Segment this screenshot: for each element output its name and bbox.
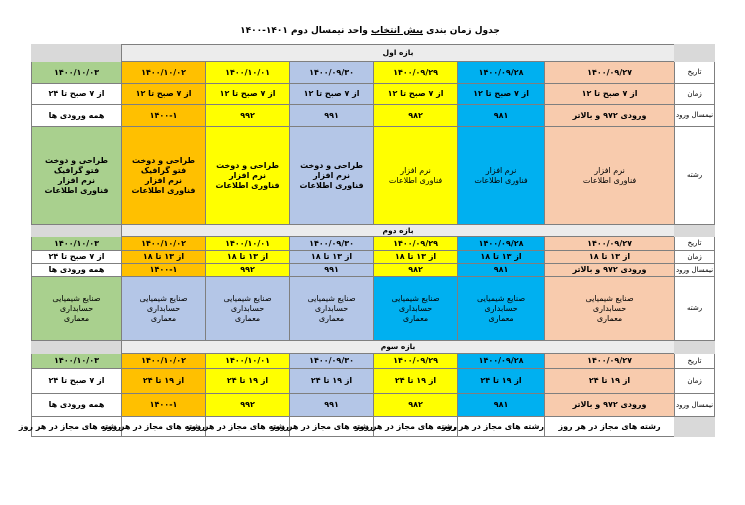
date-cell: ۱۴۰۰/۱۰/۰۲	[122, 62, 206, 84]
major-line: معماری	[63, 313, 90, 323]
date-cell: ۱۴۰۰/۰۹/۲۹	[374, 354, 458, 369]
major-cell: رشته های مجاز در هر روز	[122, 417, 206, 437]
major-line: نرم افزار	[313, 170, 351, 180]
time-cell: از ۱۹ تا ۲۴	[206, 369, 290, 394]
entry-cell: ۹۸۱	[458, 394, 545, 417]
entry-cell: ۹۸۲	[374, 105, 458, 127]
major-cell: رشته های مجاز در هر روز	[458, 417, 545, 437]
entry-cell: همه ورودی ها	[32, 264, 122, 277]
major-line: حسابداری	[484, 303, 518, 313]
time-cell: از ۱۳ تا ۱۸	[374, 251, 458, 264]
major-line: معماری	[488, 313, 514, 323]
time-cell: از ۷ صبح تا ۱۲	[290, 84, 374, 105]
time-cell: از ۷ صبح تا ۱۲	[374, 84, 458, 105]
major-line: فناوری اطلاعات	[474, 175, 528, 185]
major-cell	[290, 277, 374, 341]
time-cell: از ۱۹ تا ۲۴	[122, 369, 206, 394]
gap-cell	[675, 225, 715, 237]
major-cell	[206, 277, 290, 341]
date-cell: ۱۴۰۰/۰۹/۳۰	[290, 354, 374, 369]
period-3-entry-row	[32, 394, 715, 417]
period-3-title: بازه سوم	[122, 341, 675, 354]
date-cell: ۱۴۰۰/۱۰/۰۱	[206, 62, 290, 84]
row-label-date: تاریخ	[675, 62, 715, 84]
major-line: فناوری اطلاعات	[299, 180, 364, 190]
row-label-entry: نیمسال ورود	[675, 394, 715, 417]
major-line: صنایع شیمیایی	[476, 293, 526, 303]
major-cell	[545, 277, 675, 341]
major-cell	[32, 277, 122, 341]
date-cell: ۱۴۰۰/۱۰/۰۲	[122, 237, 206, 251]
major-line: حسابداری	[314, 303, 349, 313]
gap-cell	[675, 341, 715, 354]
row-label-major: رشته	[675, 277, 715, 341]
entry-cell: ۹۹۲	[206, 264, 290, 277]
time-cell: از ۱۹ تا ۲۴	[374, 369, 458, 394]
period-2-header-row	[32, 225, 715, 237]
major-cell	[374, 127, 458, 225]
entry-cell: ورودی ۹۷۲ و بالاتر	[545, 394, 675, 417]
entry-cell: ۹۹۱	[290, 105, 374, 127]
date-cell: ۱۴۰۰/۱۰/۰۳	[32, 237, 122, 251]
period-2-title: بازه دوم	[122, 225, 675, 237]
major-line: حسابداری	[230, 303, 265, 313]
major-cell	[290, 127, 374, 225]
date-cell: ۱۴۰۰/۰۹/۲۹	[374, 237, 458, 251]
time-cell: از ۱۳ تا ۱۸	[545, 251, 675, 264]
date-cell: ۱۴۰۰/۰۹/۲۸	[458, 237, 545, 251]
major-line: معماری	[150, 313, 177, 323]
period-3-major-row	[32, 417, 715, 437]
major-line: حسابداری	[398, 303, 433, 313]
major-cell	[206, 127, 290, 225]
title-pre: جدول زمان بندی	[426, 26, 500, 36]
major-line: فتو گرافیک	[140, 165, 187, 175]
entry-cell: ۹۹۲	[206, 105, 290, 127]
schedule-table	[18, 44, 715, 437]
major-line: صنایع شیمیایی	[585, 293, 634, 303]
major-line: فناوری اطلاعات	[44, 185, 109, 195]
major-line: فناوری اطلاعات	[388, 175, 443, 185]
row-label-time: زمان	[675, 369, 715, 394]
period-2-date-row	[32, 237, 715, 251]
time-cell: از ۷ صبح تا ۲۴	[32, 84, 122, 105]
major-line: نرم افزار	[400, 165, 431, 175]
date-cell: ۱۴۰۰/۰۹/۳۰	[290, 237, 374, 251]
gap-cell	[32, 45, 122, 62]
period-2-major-row	[32, 277, 715, 341]
time-cell: از ۱۹ تا ۲۴	[290, 369, 374, 394]
major-line: نرم افزار	[145, 175, 182, 185]
period-1-title: بازه اول	[122, 45, 675, 62]
row-label-time: زمان	[675, 251, 715, 264]
gap-cell	[32, 341, 122, 354]
entry-cell: ۹۹۱	[290, 394, 374, 417]
entry-cell: ۹۸۱	[458, 105, 545, 127]
major-line: صنایع شیمیایی	[52, 293, 101, 303]
entry-cell: ۱۴۰۰-۱	[122, 394, 206, 417]
major-cell	[458, 277, 545, 341]
title-post: واحد نیمسال دوم ۱۴۰۱-۱۴۰۰	[240, 26, 368, 36]
entry-cell: ۹۸۲	[374, 264, 458, 277]
title-underlined: پیش انتخاب	[371, 26, 424, 36]
major-line: معماری	[234, 313, 261, 323]
major-cell	[545, 127, 675, 225]
period-3-header-row	[32, 341, 715, 354]
major-cell	[122, 277, 206, 341]
period-1-major-row	[32, 127, 715, 225]
date-cell: ۱۴۰۰/۱۰/۰۳	[32, 62, 122, 84]
date-cell: ۱۴۰۰/۰۹/۳۰	[290, 62, 374, 84]
major-cell	[458, 127, 545, 225]
major-cell: رشته های مجاز در هر روز	[32, 417, 122, 437]
period-3-time-row	[32, 369, 715, 394]
major-line: حسابداری	[59, 303, 94, 313]
major-line: نرم افزار	[594, 165, 625, 175]
row-label-date: تاریخ	[675, 354, 715, 369]
major-line: طراحی و دوخت	[45, 155, 108, 165]
period-1-header-row	[32, 45, 715, 62]
date-cell: ۱۴۰۰/۱۰/۰۱	[206, 354, 290, 369]
time-cell: از ۱۹ تا ۲۴	[545, 369, 675, 394]
major-cell: رشته های مجاز در هر روز	[290, 417, 374, 437]
date-cell: ۱۴۰۰/۱۰/۰۳	[32, 354, 122, 369]
major-line: صنایع شیمیایی	[139, 293, 188, 303]
date-cell: ۱۴۰۰/۰۹/۲۷	[545, 354, 675, 369]
period-1-entry-row	[32, 105, 715, 127]
date-cell: ۱۴۰۰/۰۹/۲۹	[374, 62, 458, 84]
time-cell: از ۱۳ تا ۱۸	[206, 251, 290, 264]
major-line: معماری	[402, 313, 429, 323]
major-line: نرم افزار	[485, 165, 517, 175]
major-line: صنایع شیمیایی	[223, 293, 272, 303]
row-label-date: تاریخ	[675, 237, 715, 251]
entry-cell: ورودی ۹۷۲ و بالاتر	[545, 105, 675, 127]
major-line: فناوری اطلاعات	[215, 180, 280, 190]
entry-cell: ۹۸۲	[374, 394, 458, 417]
entry-cell: همه ورودی ها	[32, 394, 122, 417]
time-cell: از ۷ صبح تا ۱۲	[206, 84, 290, 105]
date-cell: ۱۴۰۰/۰۹/۲۸	[458, 62, 545, 84]
row-label-entry: نیمسال ورود	[675, 264, 715, 277]
major-line: معماری	[596, 313, 623, 323]
entry-cell: ورودی ۹۷۲ و بالاتر	[545, 264, 675, 277]
major-line: صنایع شیمیایی	[391, 293, 440, 303]
date-cell: ۱۴۰۰/۱۰/۰۱	[206, 237, 290, 251]
time-cell: از ۱۳ تا ۱۸	[290, 251, 374, 264]
entry-cell: ۹۸۱	[458, 264, 545, 277]
gap-cell	[675, 417, 715, 437]
major-line: نرم افزار	[229, 170, 267, 180]
major-cell	[374, 277, 458, 341]
major-cell: رشته های مجاز در هر روز	[545, 417, 675, 437]
entry-cell: ۱۴۰۰-۱	[122, 105, 206, 127]
date-cell: ۱۴۰۰/۰۹/۲۷	[545, 62, 675, 84]
time-cell: از ۷ صبح تا ۲۴	[32, 251, 122, 264]
entry-cell: ۹۹۱	[290, 264, 374, 277]
entry-cell: ۹۹۲	[206, 394, 290, 417]
entry-cell: همه ورودی ها	[32, 105, 122, 127]
row-label-time: زمان	[675, 84, 715, 105]
major-line: طراحی و دوخت	[300, 160, 364, 170]
major-line: معماری	[318, 313, 345, 323]
entry-cell: ۱۴۰۰-۱	[122, 264, 206, 277]
document-title	[110, 26, 630, 36]
date-cell: ۱۴۰۰/۱۰/۰۲	[122, 354, 206, 369]
row-label-entry: نیمسال ورود	[675, 105, 715, 127]
major-line: فناوری اطلاعات	[131, 185, 196, 195]
time-cell: از ۱۹ تا ۲۴	[458, 369, 545, 394]
time-cell: از ۷ صبح تا ۱۲	[458, 84, 545, 105]
major-line: طراحی و دوخت	[132, 155, 195, 165]
gap-cell	[675, 45, 715, 62]
time-cell: از ۱۳ تا ۱۸	[458, 251, 545, 264]
major-line: صنایع شیمیایی	[307, 293, 356, 303]
major-cell	[122, 127, 206, 225]
date-cell: ۱۴۰۰/۰۹/۲۷	[545, 237, 675, 251]
row-label-major: رشته	[675, 127, 715, 225]
period-2-entry-row	[32, 264, 715, 277]
major-line: فتو گرافیک	[53, 165, 100, 175]
time-cell: از ۷ صبح تا ۲۴	[32, 369, 122, 394]
period-3-date-row	[32, 354, 715, 369]
major-line: طراحی و دوخت	[216, 160, 280, 170]
gap-cell	[32, 225, 122, 237]
period-2-time-row	[32, 251, 715, 264]
major-cell	[32, 127, 122, 225]
major-line: حسابداری	[592, 303, 627, 313]
major-line: فناوری اطلاعات	[582, 175, 637, 185]
major-cell: رشته های مجاز در هر روز	[206, 417, 290, 437]
time-cell: از ۷ صبح تا ۱۲	[122, 84, 206, 105]
time-cell: از ۷ صبح تا ۱۲	[545, 84, 675, 105]
time-cell: از ۱۳ تا ۱۸	[122, 251, 206, 264]
major-line: نرم افزار	[58, 175, 95, 185]
major-cell: رشته های مجاز در هر روز	[374, 417, 458, 437]
date-cell: ۱۴۰۰/۰۹/۲۸	[458, 354, 545, 369]
period-1-time-row	[32, 84, 715, 105]
major-line: حسابداری	[146, 303, 181, 313]
period-1-date-row	[32, 62, 715, 84]
